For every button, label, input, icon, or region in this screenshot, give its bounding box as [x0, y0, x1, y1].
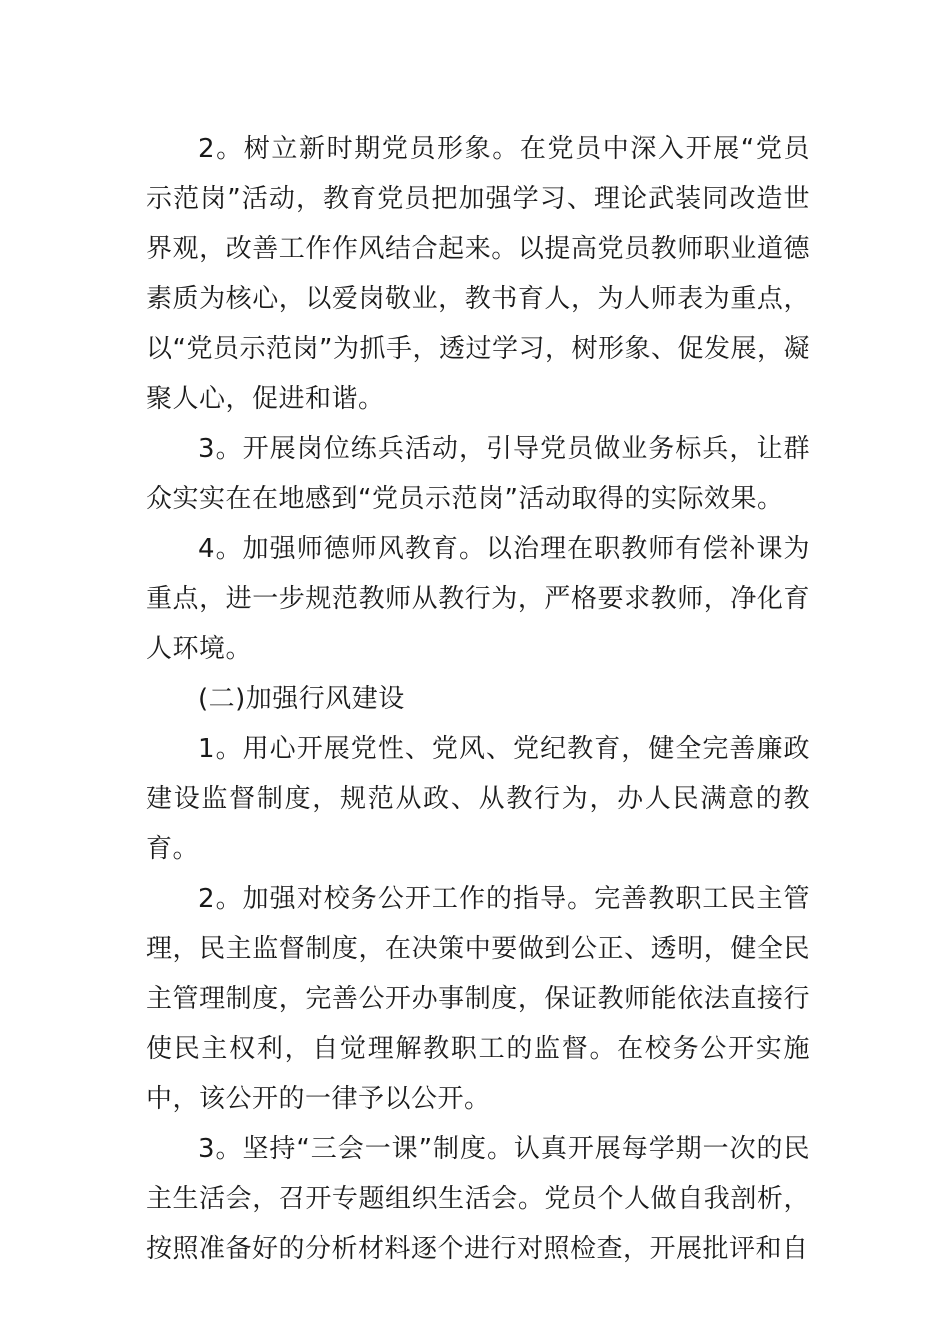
paragraph-party-education: 1。用心开展党性、党风、党纪教育，健全完善廉政建设监督制度，规范从政、从教行为，办人民满意的教育。 [146, 734, 810, 864]
paragraph-three-meetings: 3。坚持“三会一课”制度。认真开展每学期一次的民主生活会，召开专题组织生活会。党员个人做自我剖析，按照准备好的分析材料逐个进行对照检查，开展批评和自 [146, 1134, 810, 1264]
document-body [146, 124, 810, 1274]
paragraph-teacher-ethics: 4。加强师德师风教育。以治理在职教师有偿补课为重点，进一步规范教师从教行为，严格要求教师，净化育人环境。 [146, 534, 810, 664]
section-heading-conduct: (二)加强行风建设 [198, 684, 405, 714]
paragraph-party-member-image: 2。树立新时期党员形象。在党员中深入开展“党员示范岗”活动，教育党员把加强学习、理论武装同改造世界观，改善工作作风结合起来。以提高党员教师职业道德素质为核心，以爱岗敬业，教书育人，为人师表为重点，以“党员示范岗”为抓手，透过学习，树形象、促发展，凝聚人心，促进和谐。 [146, 134, 810, 414]
paragraph-school-affairs: 2。加强对校务公开工作的指导。完善教职工民主管理，民主监督制度，在决策中要做到公正、透明，健全民主管理制度，完善公开办事制度，保证教师能依法直接行使民主权利，自觉理解教职工的监督。在校务公开实施中，该公开的一律予以公开。 [146, 884, 810, 1114]
paragraph-job-training: 3。开展岗位练兵活动，引导党员做业务标兵，让群众实实在在地感到“党员示范岗”活动取得的实际效果。 [146, 434, 810, 514]
